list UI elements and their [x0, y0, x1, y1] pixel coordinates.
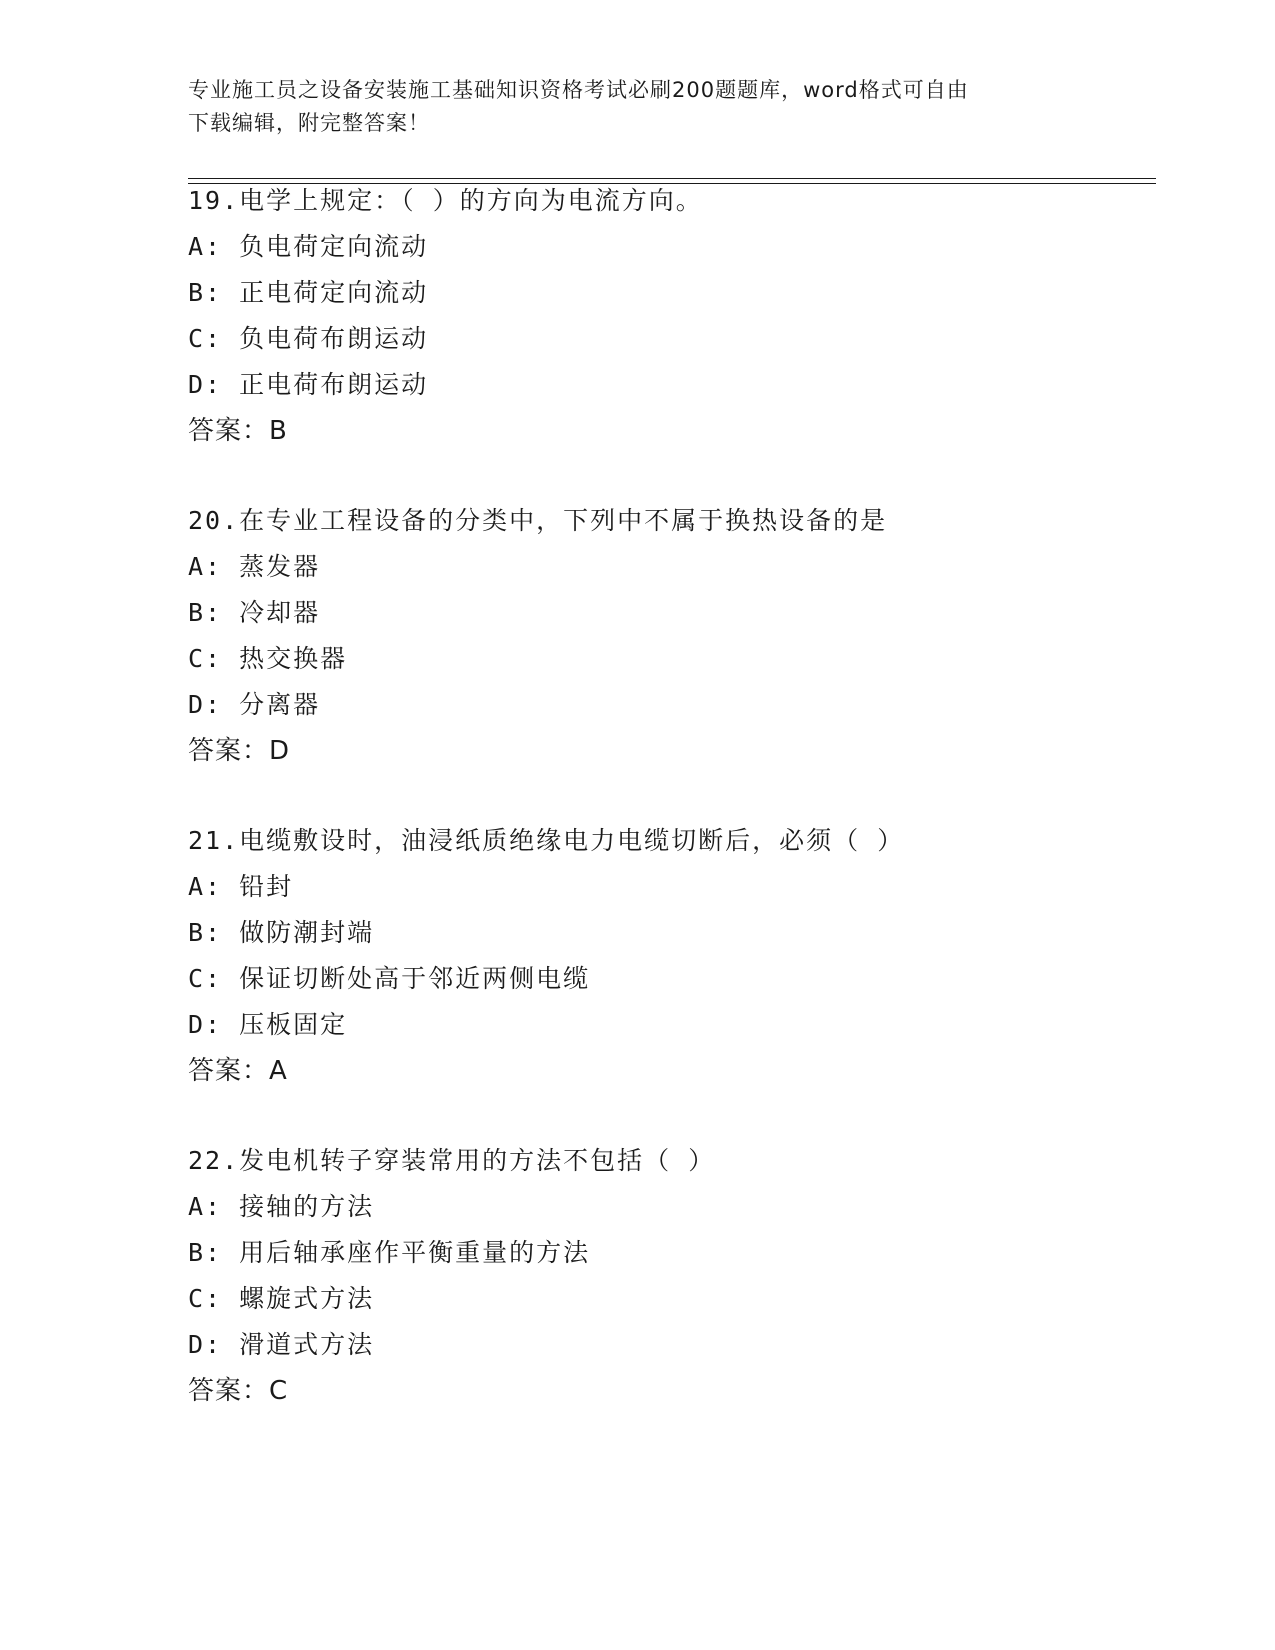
question-20	[188, 498, 1148, 774]
question-19	[188, 178, 1148, 454]
option-b: B: 冷却器	[188, 598, 321, 627]
header-line-1: 专业施工员之设备安装施工基础知识资格考试必刷200题题库，word格式可自由	[188, 78, 969, 102]
option-b: B: 用后轴承座作平衡重量的方法	[188, 1238, 591, 1267]
question-21	[188, 818, 1148, 1094]
option-a: A: 负电荷定向流动	[188, 232, 429, 261]
option-c: C: 保证切断处高于邻近两侧电缆	[188, 964, 591, 993]
option-c: C: 负电荷布朗运动	[188, 324, 429, 353]
option-d: D: 正电荷布朗运动	[188, 370, 429, 399]
answer: 答案：A	[188, 1056, 288, 1086]
option-b: B: 正电荷定向流动	[188, 278, 429, 307]
answer: 答案：D	[188, 736, 291, 766]
answer: 答案：B	[188, 416, 288, 446]
question-stem: 20.在专业工程设备的分类中，下列中不属于换热设备的是	[188, 506, 888, 535]
option-b: B: 做防潮封端	[188, 918, 375, 947]
option-a: A: 蒸发器	[188, 552, 321, 581]
option-c: C: 热交换器	[188, 644, 348, 673]
document-header	[188, 74, 1088, 140]
answer: 答案：C	[188, 1376, 289, 1406]
option-a: A: 铅封	[188, 872, 294, 901]
question-22	[188, 1138, 1148, 1414]
question-stem: 22.发电机转子穿装常用的方法不包括（ ）	[188, 1146, 716, 1175]
question-stem: 21.电缆敷设时，油浸纸质绝缘电力电缆切断后，必须（ ）	[188, 826, 905, 855]
option-d: D: 滑道式方法	[188, 1330, 375, 1359]
option-d: D: 分离器	[188, 690, 321, 719]
header-line-2: 下载编辑，附完整答案！	[188, 111, 430, 135]
option-d: D: 压板固定	[188, 1010, 348, 1039]
question-stem: 19.电学上规定：（ ）的方向为电流方向。	[188, 186, 703, 215]
option-c: C: 螺旋式方法	[188, 1284, 375, 1313]
option-a: A: 接轴的方法	[188, 1192, 375, 1221]
